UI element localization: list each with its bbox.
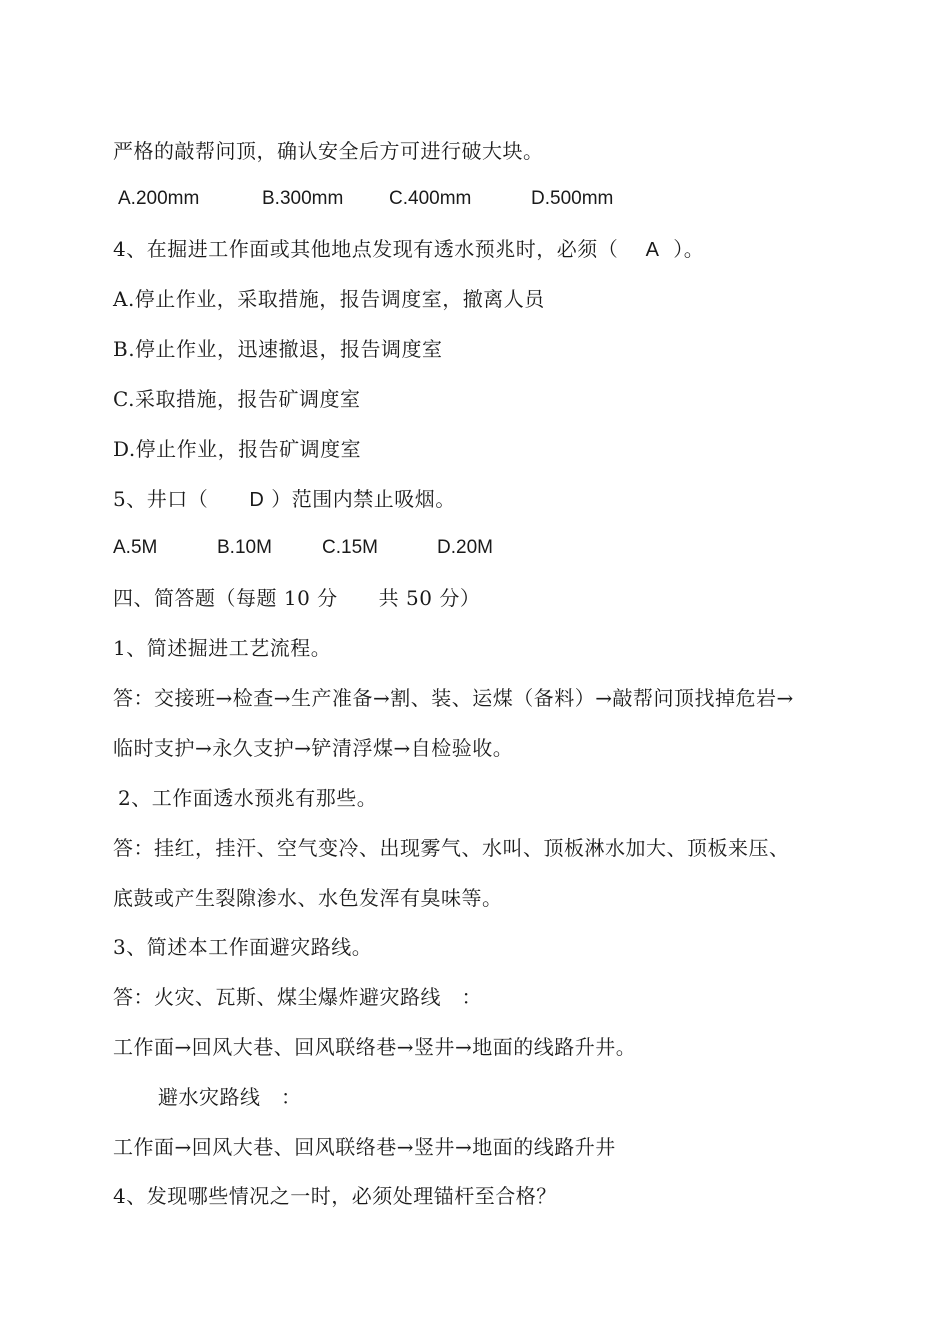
q5-option-a: A.5M [113,537,158,558]
q3-option-c: C.400mm [389,188,472,209]
short-q3-answer-line1: 答：火灾、瓦斯、煤尘爆炸避灾路线 ： [113,985,482,1009]
q5-option-b: B.10M [217,537,272,558]
short-q3: 3、简述本工作面避灾路线。 [113,935,373,959]
short-q1-answer-line2: 临时支护→永久支护→铲清浮煤→自检验收。 [113,736,514,760]
q4-stem-text: 4、在掘进工作面或其他地点发现有透水预兆时，必须（ [113,237,619,261]
q3-option-d: D.500mm [531,188,614,209]
q4-option-c: C.采取措施，报告矿调度室 [113,387,361,411]
q4-answer: A [645,239,660,261]
q4-option-a: A.停止作业，采取措施，报告调度室，撤离人员 [113,287,545,311]
q4-option-b: B.停止作业，迅速撤退，报告调度室 [113,337,443,361]
q4-stem [113,236,704,263]
q5-stem-end: ）范围内禁止吸烟。 [271,487,456,511]
short-q1: 1、简述掘进工艺流程。 [113,636,332,660]
short-q3-answer-line4: 工作面→回风大巷、回风联络巷→竖井→地面的线路升井 [113,1135,616,1159]
q4-stem-end: ）。 [673,237,705,261]
q5-stem [113,486,456,513]
q3-option-a: A.200mm [118,188,200,209]
short-q4: 4、发现哪些情况之一时，必须处理锚杆至合格？ [113,1184,557,1208]
q3-stem-continuation: 严格的敲帮问顶，确认安全后方可进行破大块。 [113,139,544,163]
short-q1-answer-line1: 答：交接班→检查→生产准备→割、装、运煤（备料）→敲帮问顶找掉危岩→ [113,686,794,710]
short-q3-answer-line2: 工作面→回风大巷、回风联络巷→竖井→地面的线路升井。 [113,1035,637,1059]
q5-answer: D [249,489,265,511]
q5-option-d: D.20M [437,537,493,558]
short-q2: 2、工作面透水预兆有那些。 [118,786,378,810]
q4-option-d: D.停止作业，报告矿调度室 [113,437,362,461]
short-q3-answer-line3: 避水灾路线 ： [158,1085,302,1109]
section-4-heading: 四、简答题（每题 10 分 共 50 分） [113,586,481,610]
q3-option-b: B.300mm [262,188,344,209]
q5-stem-text: 5、井口（ [113,487,209,511]
short-q2-answer-line2: 底鼓或产生裂隙渗水、水色发浑有臭味等。 [113,886,503,910]
q5-option-c: C.15M [322,537,378,558]
short-q2-answer-line1: 答：挂红，挂汗、空气变冷、出现雾气、水叫、顶板淋水加大、顶板来压、 [113,836,790,860]
